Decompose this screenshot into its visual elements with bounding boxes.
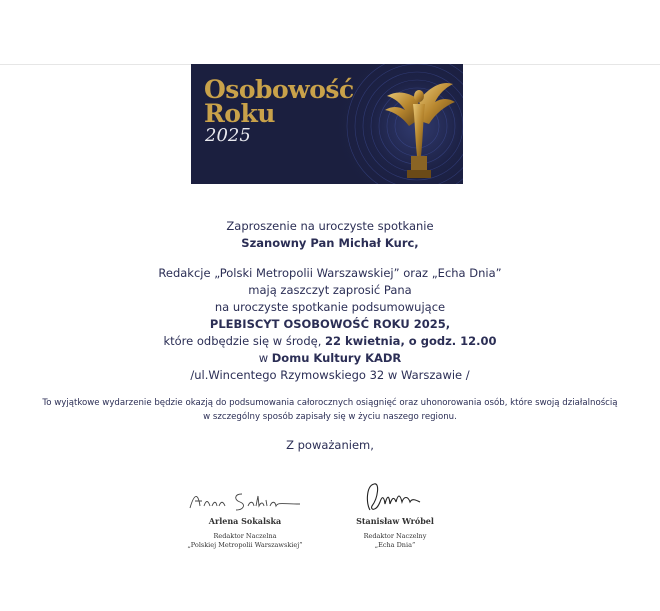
signatory-1-role2: „Polskiej Metropolii Warszawskiej” bbox=[187, 541, 303, 549]
description-line1: To wyjątkowe wydarzenie będzie okazją do podsumowania całorocznych osiągnięć oraz uhonorowania osób, które swoją działalnością bbox=[42, 398, 618, 408]
venue-prefix: w bbox=[258, 351, 272, 365]
award-statue-icon bbox=[379, 70, 459, 182]
invitation-line3: na uroczyste spotkanie podsumowujące bbox=[214, 300, 446, 314]
signatory-2-role2: „Echa Dnia” bbox=[374, 541, 416, 549]
date-bold: 22 kwietnia, o godz. 12.00 bbox=[325, 334, 497, 348]
banner-year: 2025 bbox=[205, 125, 251, 146]
signature-scribble-1 bbox=[170, 486, 320, 516]
signature-1 bbox=[170, 486, 320, 516]
addressee: Szanowny Pan Michał Kurc, bbox=[241, 236, 419, 250]
signatory-2 bbox=[330, 480, 460, 550]
event-name: PLEBISCYT OSOBOWOŚĆ ROKU 2025, bbox=[209, 317, 451, 331]
signatory-1-role1: Redaktor Naczelna bbox=[213, 532, 277, 540]
signature-scribble-2 bbox=[330, 480, 460, 516]
banner-title-line1: Osobowość bbox=[204, 75, 354, 104]
signature-2 bbox=[330, 480, 460, 516]
signatory-1 bbox=[170, 486, 320, 550]
signatory-2-name: Stanisław Wróbel bbox=[356, 516, 434, 526]
closing: Z poważaniem, bbox=[286, 438, 374, 452]
invitation-line2: mają zaszczyt zaprosić Pana bbox=[248, 283, 412, 297]
date-prefix: które odbędzie się w środę, bbox=[163, 334, 326, 348]
signatory-1-name: Arlena Sokalska bbox=[208, 516, 282, 526]
event-address: /ul.Wincentego Rzymowskiego 32 w Warszawie / bbox=[190, 368, 470, 382]
signatory-2-role1: Redaktor Naczelny bbox=[363, 532, 427, 540]
event-venue bbox=[0, 351, 660, 365]
banner-title-line2: Roku bbox=[204, 99, 275, 128]
osobowosc-roku-banner bbox=[191, 64, 463, 184]
event-date bbox=[0, 334, 660, 348]
description-line2: w szczególny sposób zapisały się w życiu naszego regionu. bbox=[203, 412, 457, 422]
invitation-heading: Zaproszenie na uroczyste spotkanie bbox=[226, 219, 434, 233]
invitation-line1: Redakcje „Polski Metropolii Warszawskiej” oraz „Echa Dnia” bbox=[158, 266, 502, 280]
venue-bold: Domu Kultury KADR bbox=[271, 351, 402, 365]
